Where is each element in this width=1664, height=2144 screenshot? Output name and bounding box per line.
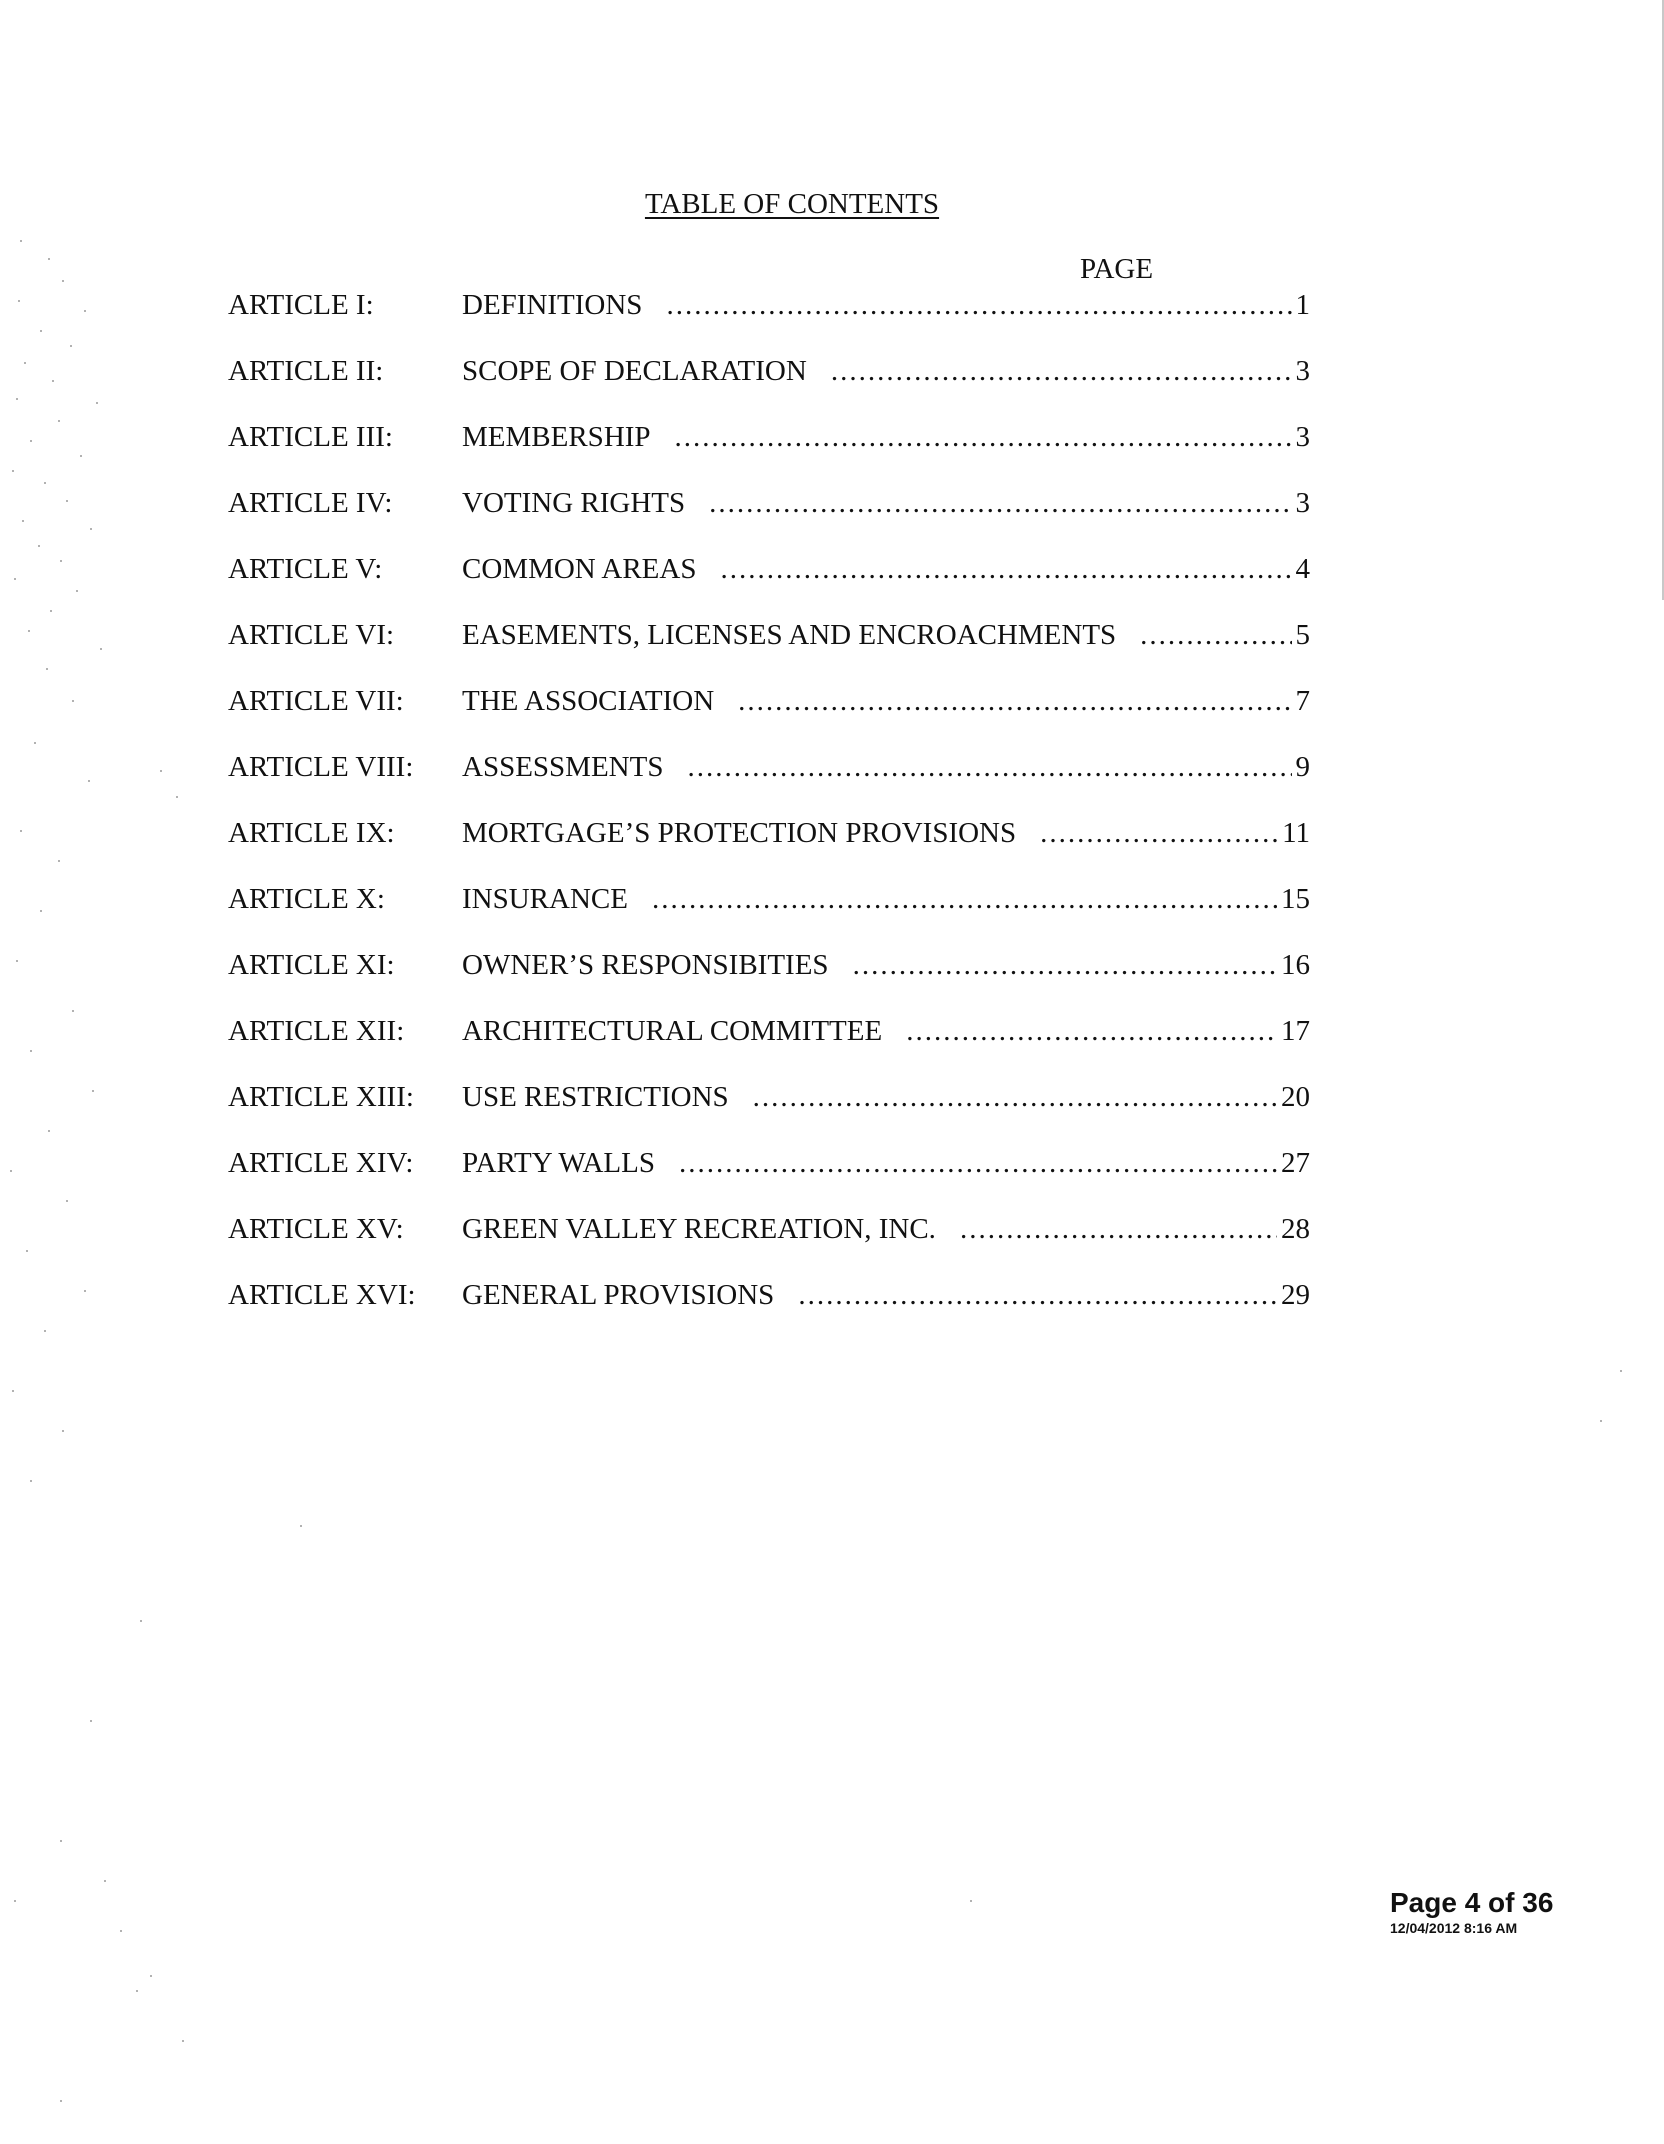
toc-dot-leader — [720, 547, 1291, 591]
toc-article-label: ARTICLE VII: — [228, 685, 404, 717]
scan-speck — [92, 1090, 94, 1092]
toc-subject: ASSESSMENTS — [462, 751, 664, 783]
scan-speck — [30, 1050, 32, 1052]
toc-subject: MEMBERSHIP — [462, 421, 651, 453]
toc-article-label: ARTICLE IX: — [228, 817, 395, 849]
toc-page-number: 15 — [1281, 883, 1310, 915]
scan-speck — [58, 420, 60, 422]
toc-dot-leader — [666, 283, 1291, 327]
toc-article-label: ARTICLE XII: — [228, 1015, 405, 1047]
scan-speck — [50, 610, 52, 612]
toc-dot-leader — [1040, 811, 1278, 855]
scan-speck — [12, 470, 14, 472]
scan-speck — [34, 742, 36, 744]
toc-dot-leader — [906, 1009, 1277, 1053]
toc-dot-leader — [679, 1141, 1277, 1185]
scan-speck — [60, 1840, 62, 1842]
scan-speck — [60, 2100, 62, 2102]
scan-speck — [48, 258, 50, 260]
toc-subject: COMMON AREAS — [462, 553, 697, 585]
toc-dot-leader — [1140, 613, 1291, 657]
scan-speck — [62, 1430, 64, 1432]
scan-speck — [76, 590, 78, 592]
toc-page-number: 28 — [1281, 1213, 1310, 1245]
toc-article-label: ARTICLE VIII: — [228, 751, 414, 783]
scan-speck — [90, 1720, 92, 1722]
toc-list — [228, 283, 1310, 1339]
scan-speck — [1600, 1420, 1602, 1422]
toc-row — [228, 283, 1310, 349]
scan-speck — [24, 362, 26, 364]
footer-timestamp: 12/04/2012 8:16 AM — [1390, 1920, 1518, 1936]
scan-speck — [80, 455, 82, 457]
scan-speck — [58, 860, 60, 862]
toc-article-label: ARTICLE V: — [228, 553, 383, 585]
toc-article-label: ARTICLE II: — [228, 355, 384, 387]
toc-dot-leader — [853, 943, 1277, 987]
toc-dot-leader — [738, 679, 1291, 723]
toc-row — [228, 1207, 1310, 1273]
scan-speck — [150, 1975, 152, 1977]
toc-article-label: ARTICLE XI: — [228, 949, 395, 981]
scan-speck — [120, 1930, 122, 1932]
toc-page-number: 3 — [1295, 487, 1310, 519]
scan-speck — [62, 280, 64, 282]
toc-subject: GREEN VALLEY RECREATION, INC. — [462, 1213, 936, 1245]
toc-dot-leader — [798, 1273, 1277, 1317]
scan-speck — [300, 1525, 302, 1527]
scan-speck — [176, 796, 178, 798]
toc-article-label: ARTICLE I: — [228, 289, 374, 321]
scan-speck — [84, 1290, 86, 1292]
toc-subject: DEFINITIONS — [462, 289, 643, 321]
toc-subject: OWNER’S RESPONSIBITIES — [462, 949, 829, 981]
toc-dot-leader — [675, 415, 1292, 459]
toc-row — [228, 811, 1310, 877]
scan-speck — [46, 668, 48, 670]
toc-subject: VOTING RIGHTS — [462, 487, 686, 519]
scan-speck — [22, 520, 24, 522]
toc-row — [228, 547, 1310, 613]
scan-speck — [96, 402, 98, 404]
toc-row — [228, 745, 1310, 811]
scan-speck — [66, 1200, 68, 1202]
toc-subject: GENERAL PROVISIONS — [462, 1279, 775, 1311]
scan-speck — [66, 500, 68, 502]
scan-speck — [28, 630, 30, 632]
toc-dot-leader — [652, 877, 1277, 921]
scan-speck — [100, 648, 102, 650]
toc-page-number: 3 — [1295, 421, 1310, 453]
scan-speck — [52, 380, 54, 382]
toc-page-number: 16 — [1281, 949, 1310, 981]
scan-speck — [136, 1990, 138, 1992]
scan-speck — [30, 440, 32, 442]
scan-speck — [60, 560, 62, 562]
toc-subject: THE ASSOCIATION — [462, 685, 715, 717]
page-column-header: PAGE — [1080, 253, 1154, 285]
scan-speck — [140, 1620, 142, 1622]
toc-row — [228, 1075, 1310, 1141]
scan-speck — [160, 770, 162, 772]
scan-speck — [44, 1330, 46, 1332]
toc-article-label: ARTICLE XV: — [228, 1213, 404, 1245]
toc-page-number: 27 — [1281, 1147, 1310, 1179]
toc-row — [228, 943, 1310, 1009]
toc-article-label: ARTICLE VI: — [228, 619, 395, 651]
scan-speck — [20, 830, 22, 832]
footer-page-label: Page 4 of 36 — [1390, 1887, 1554, 1918]
toc-subject: SCOPE OF DECLARATION — [462, 355, 807, 387]
scan-speck — [20, 240, 22, 242]
toc-page-number: 1 — [1295, 289, 1310, 321]
scan-speck — [72, 700, 74, 702]
toc-subject: ARCHITECTURAL COMMITTEE — [462, 1015, 883, 1047]
toc-page-number: 7 — [1295, 685, 1310, 717]
toc-row — [228, 481, 1310, 547]
toc-row — [228, 349, 1310, 415]
toc-subject: INSURANCE — [462, 883, 628, 915]
page-footer — [1390, 1888, 1553, 1936]
scan-speck — [1620, 1370, 1622, 1372]
toc-row — [228, 679, 1310, 745]
toc-page-number: 3 — [1295, 355, 1310, 387]
toc-dot-leader — [753, 1075, 1277, 1119]
scan-speck — [40, 910, 42, 912]
scan-speck — [48, 1130, 50, 1132]
toc-article-label: ARTICLE III: — [228, 421, 393, 453]
scan-speck — [88, 780, 90, 782]
toc-page-number: 11 — [1282, 817, 1310, 849]
scan-speck — [104, 1880, 106, 1882]
toc-row — [228, 415, 1310, 481]
toc-page-number: 29 — [1281, 1279, 1310, 1311]
scan-speck — [26, 1250, 28, 1252]
scan-speck — [10, 1170, 12, 1172]
scan-speck — [182, 2040, 184, 2042]
toc-dot-leader — [687, 745, 1291, 789]
toc-subject: USE RESTRICTIONS — [462, 1081, 729, 1113]
toc-subject: EASEMENTS, LICENSES AND ENCROACHMENTS — [462, 619, 1117, 651]
toc-article-label: ARTICLE XIII: — [228, 1081, 414, 1113]
toc-article-label: ARTICLE X: — [228, 883, 385, 915]
scan-speck — [70, 345, 72, 347]
toc-page-number: 9 — [1295, 751, 1310, 783]
scan-speck — [40, 330, 42, 332]
toc-page-number: 17 — [1281, 1015, 1310, 1047]
scan-speck — [18, 300, 20, 302]
toc-page-number: 20 — [1281, 1081, 1310, 1113]
scan-speck — [90, 528, 92, 530]
toc-page-number: 5 — [1295, 619, 1310, 651]
toc-dot-leader — [960, 1207, 1277, 1251]
scan-speck — [44, 482, 46, 484]
toc-subject: PARTY WALLS — [462, 1147, 655, 1179]
toc-dot-leader — [709, 481, 1291, 525]
toc-row — [228, 1009, 1310, 1075]
toc-page-number: 4 — [1295, 553, 1310, 585]
toc-subject: MORTGAGE’S PROTECTION PROVISIONS — [462, 817, 1017, 849]
scan-speck — [72, 1010, 74, 1012]
toc-row — [228, 613, 1310, 679]
toc-article-label: ARTICLE XVI: — [228, 1279, 416, 1311]
toc-row — [228, 877, 1310, 943]
toc-article-label: ARTICLE IV: — [228, 487, 393, 519]
scan-speck — [84, 310, 86, 312]
toc-dot-leader — [831, 349, 1292, 393]
scan-speck — [12, 1390, 14, 1392]
scan-speck — [970, 1900, 972, 1902]
scan-speck — [38, 545, 40, 547]
scan-speck — [14, 1900, 16, 1902]
scan-speck — [30, 1480, 32, 1482]
toc-title: TABLE OF CONTENTS — [644, 188, 940, 220]
toc-article-label: ARTICLE XIV: — [228, 1147, 414, 1179]
toc-row — [228, 1141, 1310, 1207]
toc-row — [228, 1273, 1310, 1339]
scan-speck — [16, 960, 18, 962]
scan-speck — [14, 578, 16, 580]
scan-speck — [16, 398, 18, 400]
